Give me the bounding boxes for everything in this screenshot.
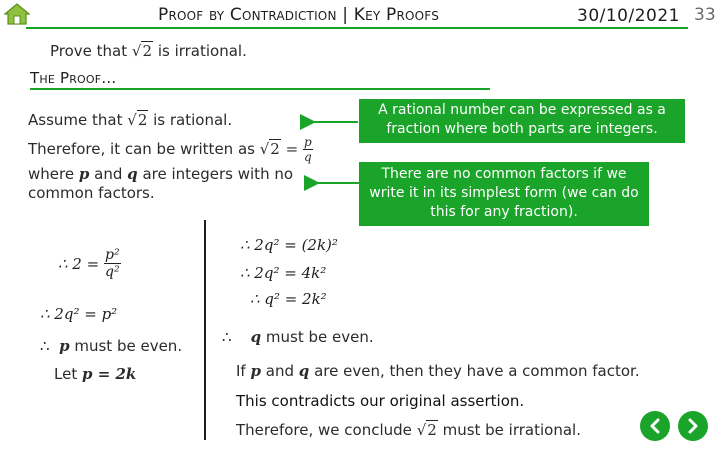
next-slide-button[interactable] — [678, 411, 708, 441]
contradiction-line: This contradicts our original assertion. — [236, 392, 525, 410]
right-step-3: ∴ q² = 2k² — [250, 290, 327, 308]
assume-line: Assume that √2 is rational. — [28, 111, 233, 129]
home-icon — [4, 2, 30, 26]
callout-rational: A rational number can be expressed as a fraction where both parts are integers. — [359, 99, 685, 143]
section-underline — [30, 88, 490, 90]
right-step-2: ∴ 2q² = 4k² — [240, 264, 327, 282]
left-step-3: ∴ p must be even. — [40, 337, 183, 355]
slide-title: Proof by Contradiction | Key Proofs — [158, 5, 440, 25]
therefore-line: Therefore, it can be written as √2 = $\frac{p}{q}$ — [28, 134, 312, 164]
left-step-2: ∴ 2q² = p² — [40, 305, 118, 323]
section-title: The Proof… — [30, 69, 117, 87]
prompt-text: Prove that √2 is irrational. — [50, 42, 247, 60]
chevron-left-icon — [647, 418, 663, 434]
callout-no-common-factors: There are no common factors if we write it in its simplest form (we can do this for any fraction). — [359, 162, 649, 226]
home-button[interactable] — [4, 2, 30, 26]
final-conclusion-line: Therefore, we conclude √2 must be irrational. — [236, 421, 581, 439]
right-step-4: ∴ q must be even. — [222, 328, 374, 346]
chevron-right-icon — [685, 418, 701, 434]
prev-slide-button[interactable] — [640, 411, 670, 441]
slide-number: 33 — [694, 5, 716, 25]
header-divider — [26, 27, 688, 29]
conclusion-if-line: If p and q are even, then they have a common factor. — [236, 362, 640, 380]
where-line-2: common factors. — [28, 184, 155, 202]
sqrt-symbol: √2 — [131, 42, 153, 60]
right-step-1: ∴ 2q² = (2k)² — [240, 236, 338, 254]
slide-date: 30/10/2021 — [577, 6, 680, 26]
column-divider — [204, 220, 206, 440]
left-step-1: ∴ 2 = $\frac{\text{p²}}{\text{q²}}$ — [58, 247, 120, 280]
left-step-4: Let p = 2k — [54, 365, 137, 383]
where-line: where p and q are integers with no — [28, 165, 294, 183]
